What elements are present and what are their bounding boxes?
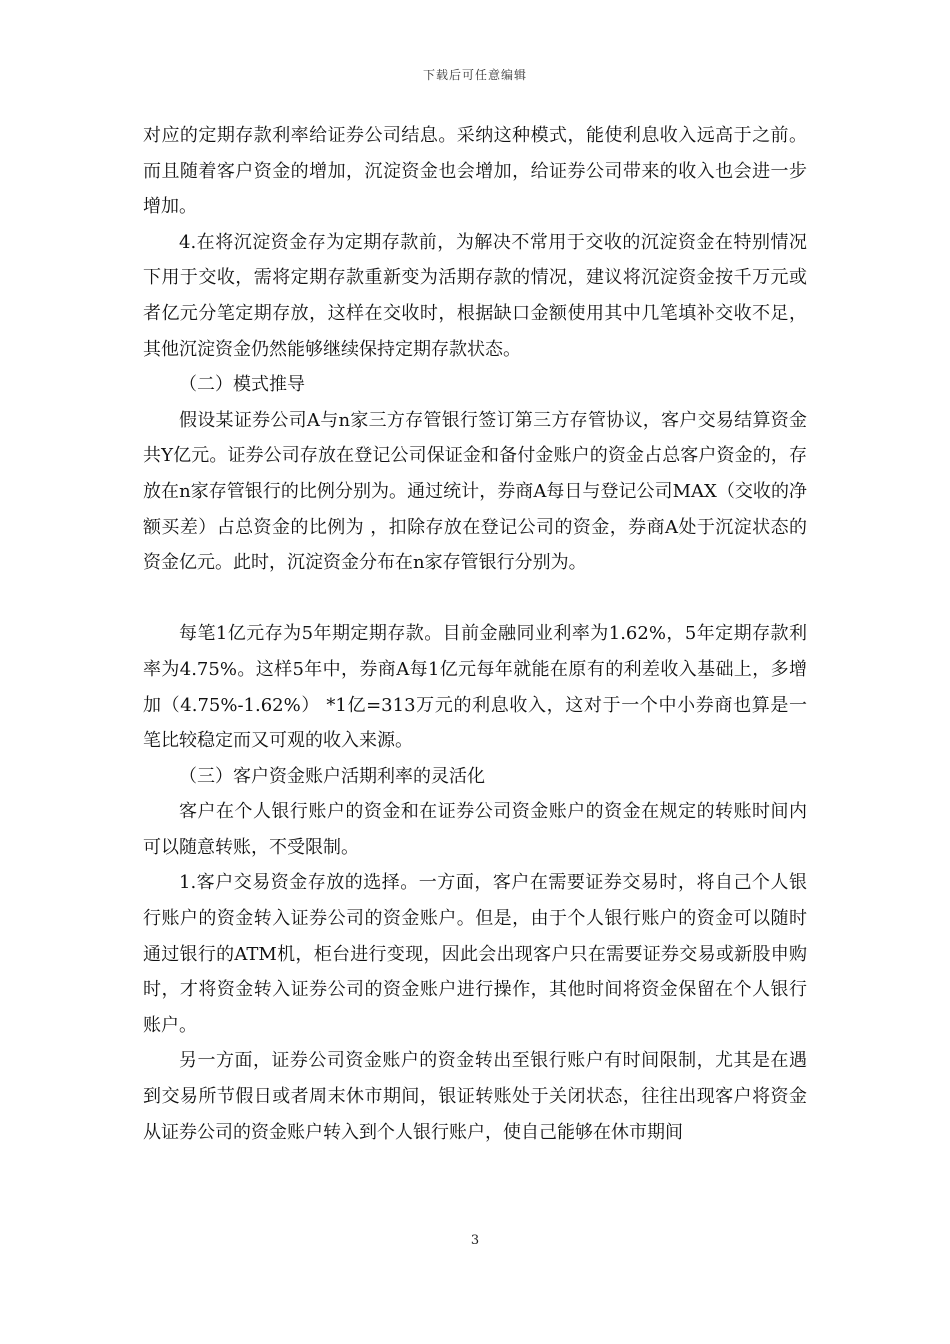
paragraph-item-4: 4.在将沉淀资金存为定期存款前，为解决不常用于交收的沉淀资金在特别情况下用于交收，需将定期存款重新变为活期存款的情况，建议将沉淀资金按千万元或者亿元分笔定期存放，这样在交收时，根据缺口金额使用其中几笔填补交收不足，其他沉淀资金仍然能够继续保持定期存款状态。: [143, 231, 807, 360]
page-header: 下载后可任意编辑: [422, 68, 527, 82]
paragraph-assumption: 假设某证券公司A与n家三方存管银行签订第三方存管协议，客户交易结算资金共Y亿元。证券公司存放在登记公司保证金和备付金账户的资金占总客户资金的，存放在n家存管银行的比例分别为。通过统计，券商A每日与登记公司MAX（交收的净额买差）占总资金的比例为 ，扣除存放在登记公司的资金，券商A处于沉淀状态的资金亿元。此时，沉淀资金分布在n家存管银行分别为。: [143, 409, 807, 574]
section-heading-flexible-rate: （三）客户资金账户活期利率的灵活化: [179, 765, 485, 787]
page-number: 3: [470, 1233, 480, 1248]
paragraph-deposit-example: 每笔1亿元存为5年期定期存款。目前金融同业利率为1.62%，5年定期存款利率为4.75%。这样5年中，券商A每1亿元每年就能在原有的利差收入基础上，多增加（4.75%-1.62%） *1亿=313万元的利息收入，这对于一个中小券商也算是一笔比较稳定而又可观的收入来源。: [143, 623, 807, 752]
paragraph-other-side: 另一方面，证券公司资金账户的资金转出至银行账户有时间限制，尤其是在遇到交易所节假日或者周末休市期间，银证转账处于关闭状态，往往出现客户将资金从证券公司的资金账户转入到个人银行账户，使自己能够在休市期间: [143, 1050, 807, 1143]
section-heading-model-derivation: （二）模式推导: [179, 374, 305, 396]
paragraph-continuation: 对应的定期存款利率给证券公司结息。采纳这种模式，能使利息收入远高于之前。而且随着客户资金的增加，沉淀资金也会增加，给证券公司带来的收入也会进一步增加。: [143, 125, 807, 218]
paragraph-item-1: 1.客户交易资金存放的选择。一方面，客户在需要证券交易时，将自己个人银行账户的资金转入证券公司的资金账户。但是，由于个人银行账户的资金可以随时通过银行的ATM机，柜台进行变现，因此会出现客户只在需要证券交易或新股申购时，才将资金转入证券公司的资金账户进行操作，其他时间将资金保留在个人银行账户。: [143, 872, 807, 1036]
paragraph-transfer-rule: 客户在个人银行账户的资金和在证券公司资金账户的资金在规定的转账时间内可以随意转账，不受限制。: [143, 801, 807, 858]
document-body: [143, 118, 807, 1150]
